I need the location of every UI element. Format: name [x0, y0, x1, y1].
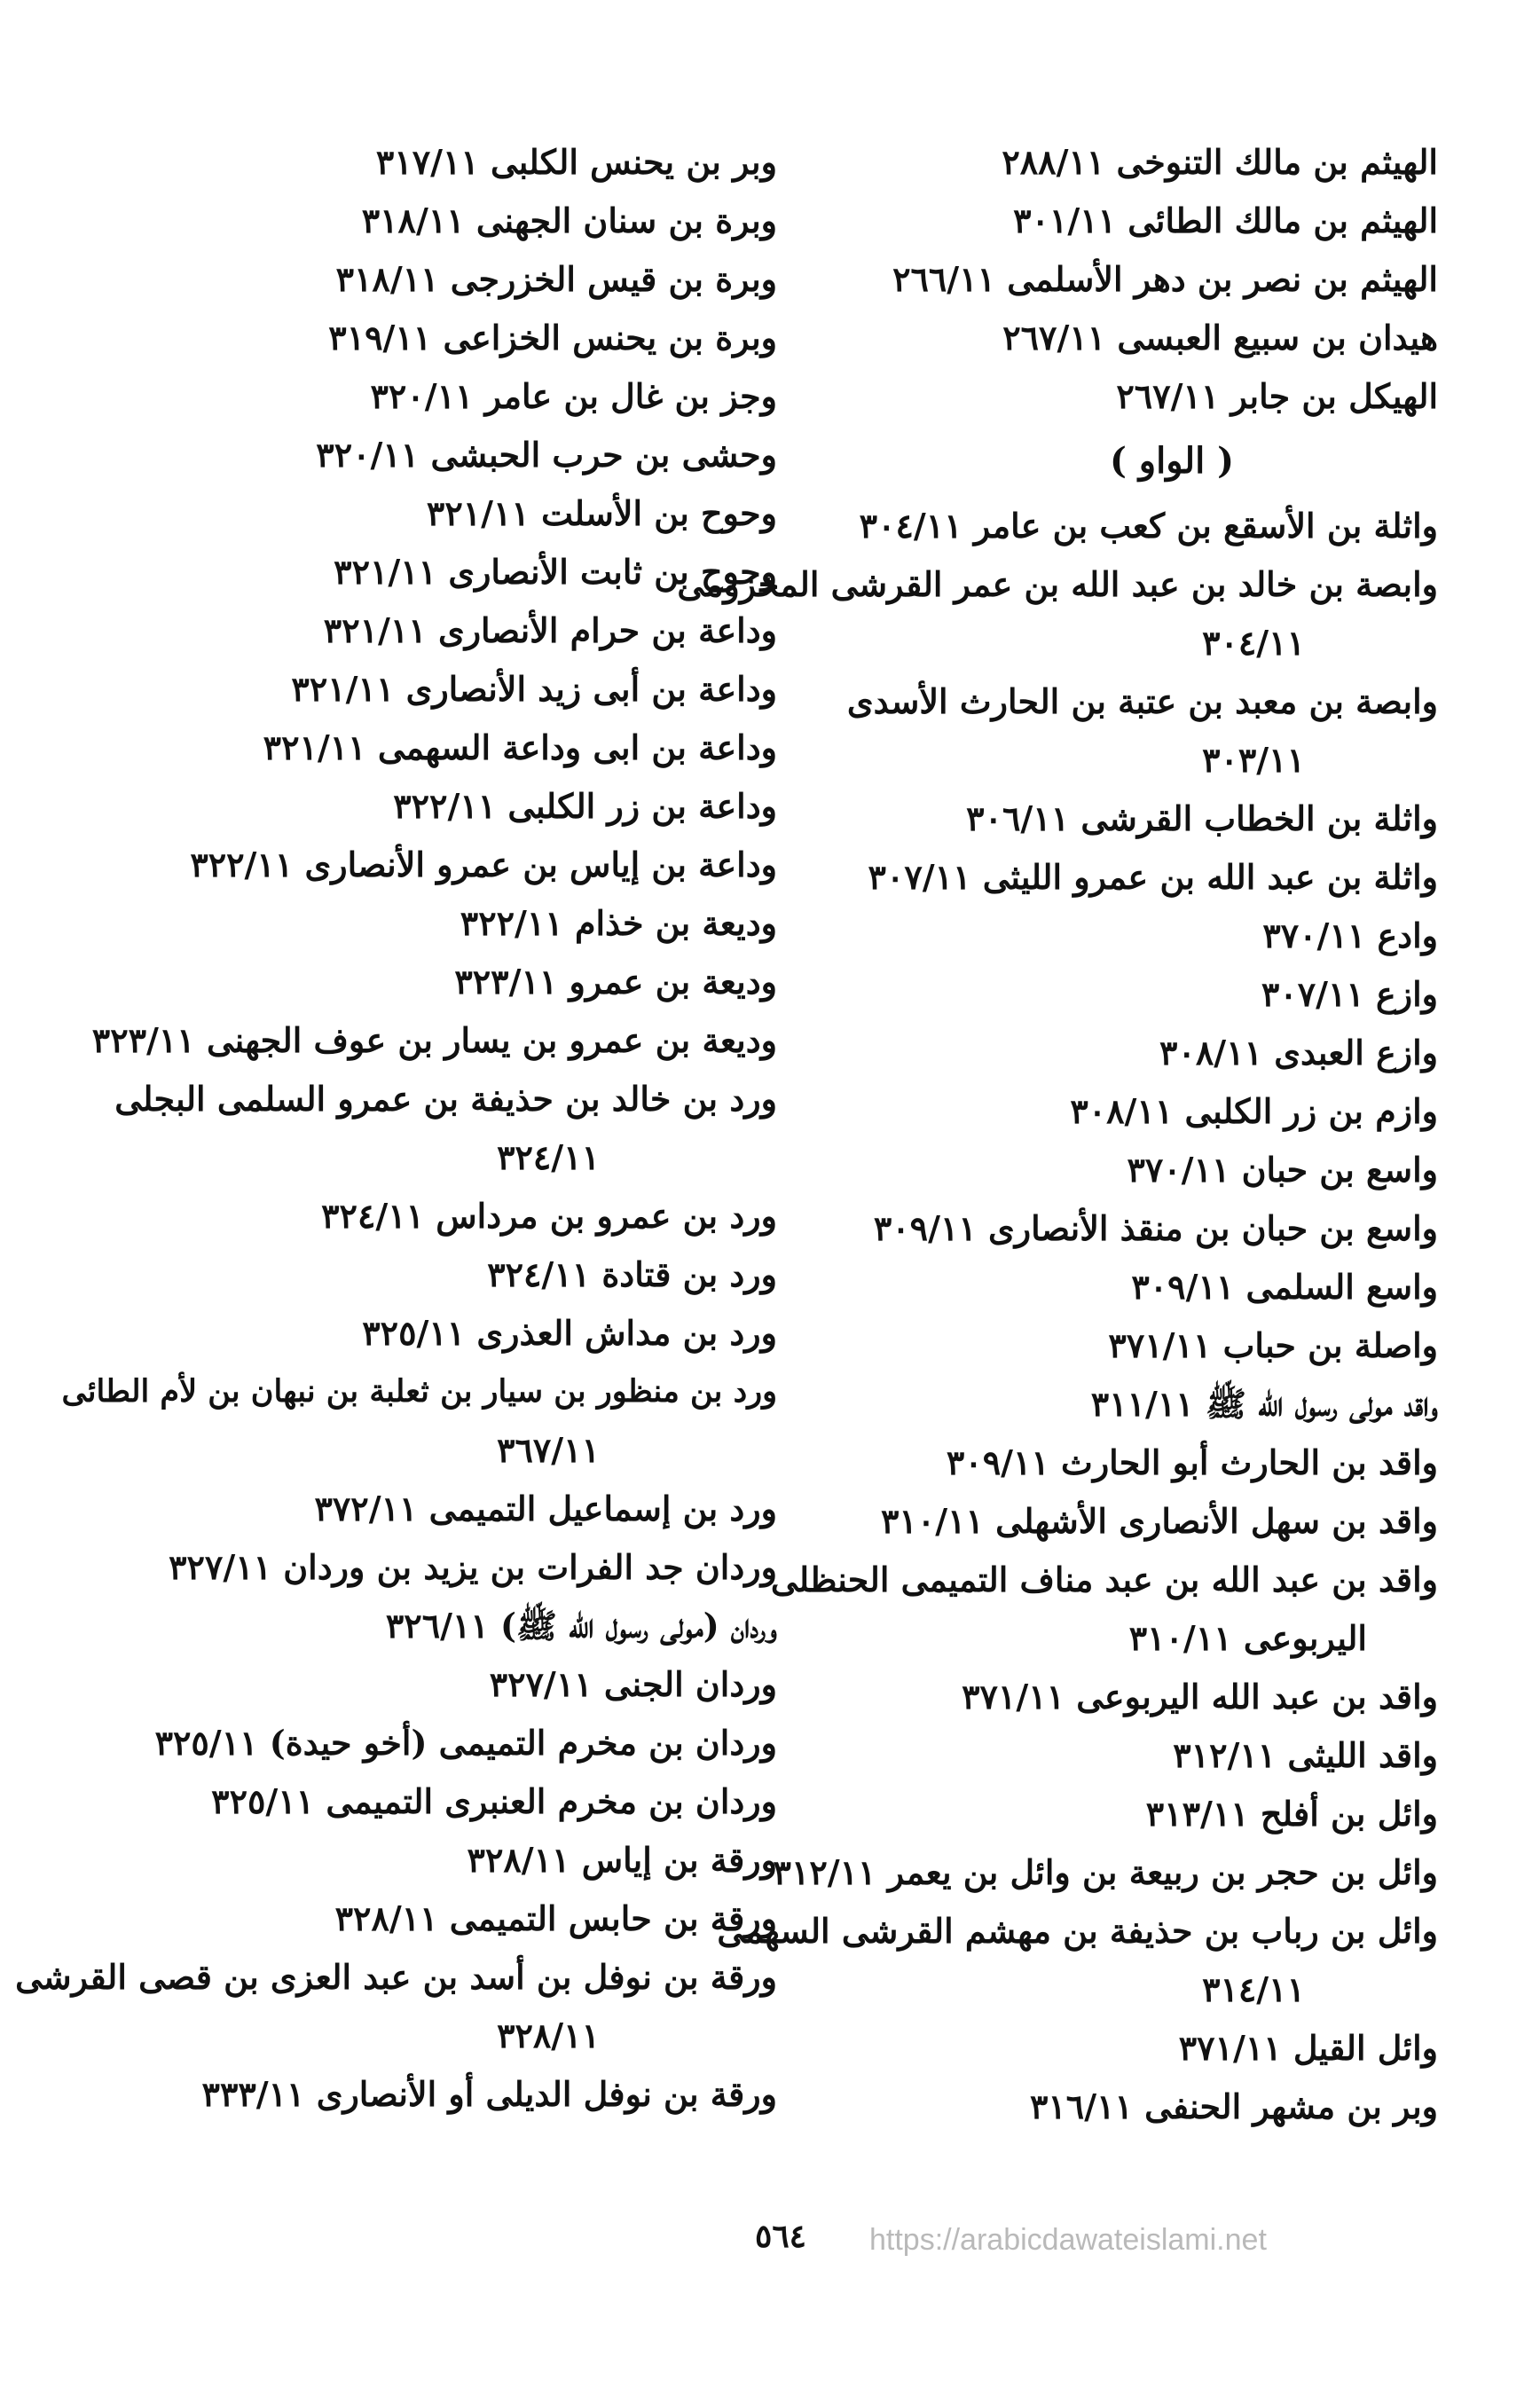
index-entry: واسع بن حبان ٣٧٠/١١	[1127, 1150, 1438, 1190]
index-entry: وردان (مولى رسول الله ﷺ) ٣٢٦/١١	[385, 1606, 777, 1646]
index-entry: وازع العبدى ٣٠٨/١١	[1159, 1033, 1438, 1072]
index-entry: وبرة بن يحنس الخزاعى ٣١٩/١١	[328, 318, 777, 357]
index-entry: وائل بن رباب بن حذيفة بن مهشم القرشى السهمى	[717, 1911, 1438, 1951]
index-entry: واثلة بن عبد الله بن عمرو الليثى ٣٠٧/١١	[868, 857, 1438, 897]
index-entry: ورد بن إسماعيل التميمى ٣٧٢/١١	[314, 1489, 777, 1528]
index-entry: ورد بن مداش العذرى ٣٢٥/١١	[362, 1313, 777, 1353]
index-entry: واقد الليثى ٣١٢/١١	[1173, 1735, 1438, 1775]
index-entry: وازم بن زر الكلبى ٣٠٨/١١	[1070, 1091, 1438, 1131]
index-entry: واقد مولى رسول الله ﷺ ٣١١/١١	[1090, 1384, 1438, 1424]
index-entry: وردان جد الفرات بن يزيد بن وردان ٣٢٧/١١	[169, 1547, 777, 1587]
index-entry: واقد بن عبد الله بن عبد مناف التميمى الحنظلى	[770, 1559, 1438, 1599]
index-entry: وردان بن مخرم التميمى (أخو حيدة) ٣٢٥/١١	[154, 1723, 777, 1763]
index-entry: الهيثم بن مالك الطائى ٣٠١/١١	[1013, 200, 1438, 240]
index-entry: وجز بن غال بن عامر ٣٢٠/١١	[370, 376, 777, 416]
index-entry: وائل بن حجر بن ربيعة بن وائل بن يعمر ٣١٢/١١	[773, 1852, 1438, 1892]
index-entry: ورقة بن إياس ٣٢٨/١١	[467, 1840, 777, 1880]
index-entry: ورقة بن حابس التميمى ٣٢٨/١١	[334, 1898, 777, 1938]
index-entry: وبر بن يحنس الكلبى ٣١٧/١١	[375, 142, 777, 182]
index-entry: ورقة بن نوفل الديلى أو الأنصارى ٣٣٣/١١	[201, 2074, 777, 2114]
index-entry: وبر بن مشهر الحنفى ٣١٦/١١	[1029, 2086, 1438, 2126]
index-entry: ورد بن منظور بن سيار بن ثعلبة بن نبهان بن لأم الطائى	[61, 1373, 777, 1410]
index-entry: وحوح بن ثابت الأنصارى ٣٢١/١١	[334, 552, 777, 592]
index-entry: وحشى بن حرب الحبشى ٣٢٠/١١	[316, 435, 777, 475]
index-entry-ref: ٣٢٤/١١	[497, 1137, 600, 1177]
index-entry: واقد بن الحارث أبو الحارث ٣٠٩/١١	[946, 1442, 1438, 1482]
index-entry-ref: ٣٠٤/١١	[1202, 623, 1305, 663]
index-entry: وداعة بن إياس بن عمرو الأنصارى ٣٢٢/١١	[190, 845, 777, 884]
index-entry: ورقة بن نوفل بن أسد بن عبد العزى بن قصى القرشى	[15, 1957, 777, 1997]
index-entry: وابصة بن معبد بن عتبة بن الحارث الأسدى	[846, 681, 1438, 721]
index-entry: وداعة بن زر الكلبى ٣٢٢/١١	[393, 786, 777, 826]
index-entry: وابصة بن خالد بن عبد الله بن عمر القرشى المخزومى	[677, 564, 1438, 604]
index-entry: وازع ٣٠٧/١١	[1261, 974, 1438, 1014]
index-entry: وائل القيل ٣٧١/١١	[1178, 2028, 1438, 2068]
index-entry: ورد بن عمرو بن مرداس ٣٢٤/١١	[321, 1196, 777, 1236]
watermark-url: https://arabicdawateislami.net	[869, 2223, 1267, 2257]
index-entry: وبرة بن سنان الجهنى ٣١٨/١١	[361, 200, 777, 240]
index-entry: واقد بن سهل الأنصارى الأشهلى ٣١٠/١١	[880, 1501, 1438, 1541]
index-entry-ref: ٣٠٣/١١	[1202, 740, 1305, 780]
index-entry: واقد بن عبد الله اليربوعى ٣٧١/١١	[962, 1677, 1438, 1717]
index-entry: وداعة بن أبى زيد الأنصارى ٣٢١/١١	[291, 669, 777, 709]
index-entry: هيدان بن سبيع العبسى ٢٦٧/١١	[1002, 318, 1438, 357]
index-entry: وداعة بن حرام الأنصارى ٣٢١/١١	[323, 610, 777, 650]
index-entry: واثلة بن الخطاب القرشى ٣٠٦/١١	[966, 798, 1438, 838]
index-entry: واصلة بن حباب ٣٧١/١١	[1108, 1325, 1438, 1365]
index-entry: واسع السلمى ٣٠٩/١١	[1131, 1267, 1438, 1307]
right-column	[677, 133, 1438, 2136]
index-entry: الهيثم بن مالك التنوخى ٢٨٨/١١	[1002, 142, 1438, 182]
index-entry-ref: اليربوعى ٣١٠/١١	[1128, 1618, 1367, 1658]
index-entry: وديعة بن خذام ٣٢٢/١١	[460, 903, 777, 943]
index-entry: الهيكل بن جابر ٢٦٧/١١	[1116, 376, 1438, 416]
index-entry-ref: ٣٦٧/١١	[497, 1430, 600, 1470]
index-entry: الهيثم بن نصر بن دهر الأسلمى ٢٦٦/١١	[892, 259, 1438, 299]
index-entry: وائل بن أفلح ٣١٣/١١	[1145, 1794, 1438, 1834]
index-entry: وادع ٣٧٠/١١	[1262, 915, 1438, 955]
index-entry: واسع بن حبان بن منقذ الأنصارى ٣٠٩/١١	[873, 1208, 1438, 1248]
index-entry: وحوح بن الأسلت ٣٢١/١١	[426, 493, 777, 533]
page-number: ٥٦٤	[754, 2218, 806, 2255]
index-entry: وديعة بن عمرو بن يسار بن عوف الجهنى ٣٢٣/١١	[91, 1020, 777, 1060]
index-entry: وداعة بن ابى وداعة السهمى ٣٢١/١١	[263, 727, 777, 767]
section-heading-waw: ( الواو )	[1109, 440, 1235, 482]
index-entry-ref: ٣٢٨/١١	[497, 2015, 600, 2055]
index-entry: وديعة بن عمرو ٣٢٣/١١	[454, 962, 777, 1002]
index-entry: ورد بن خالد بن حذيفة بن عمرو السلمى البجلى	[114, 1079, 777, 1119]
index-entry: وردان الجنى ٣٢٧/١١	[489, 1664, 777, 1704]
index-entry: واثلة بن الأسقع بن كعب بن عامر ٣٠٤/١١	[859, 506, 1438, 546]
index-entry: وردان بن مخرم العنبرى التميمى ٣٢٥/١١	[211, 1781, 777, 1821]
left-column	[15, 133, 777, 2124]
index-entry-ref: ٣١٤/١١	[1202, 1969, 1305, 2009]
index-entry: وبرة بن قيس الخزرجى ٣١٨/١١	[335, 259, 777, 299]
index-entry: ورد بن قتادة ٣٢٤/١١	[487, 1254, 777, 1294]
